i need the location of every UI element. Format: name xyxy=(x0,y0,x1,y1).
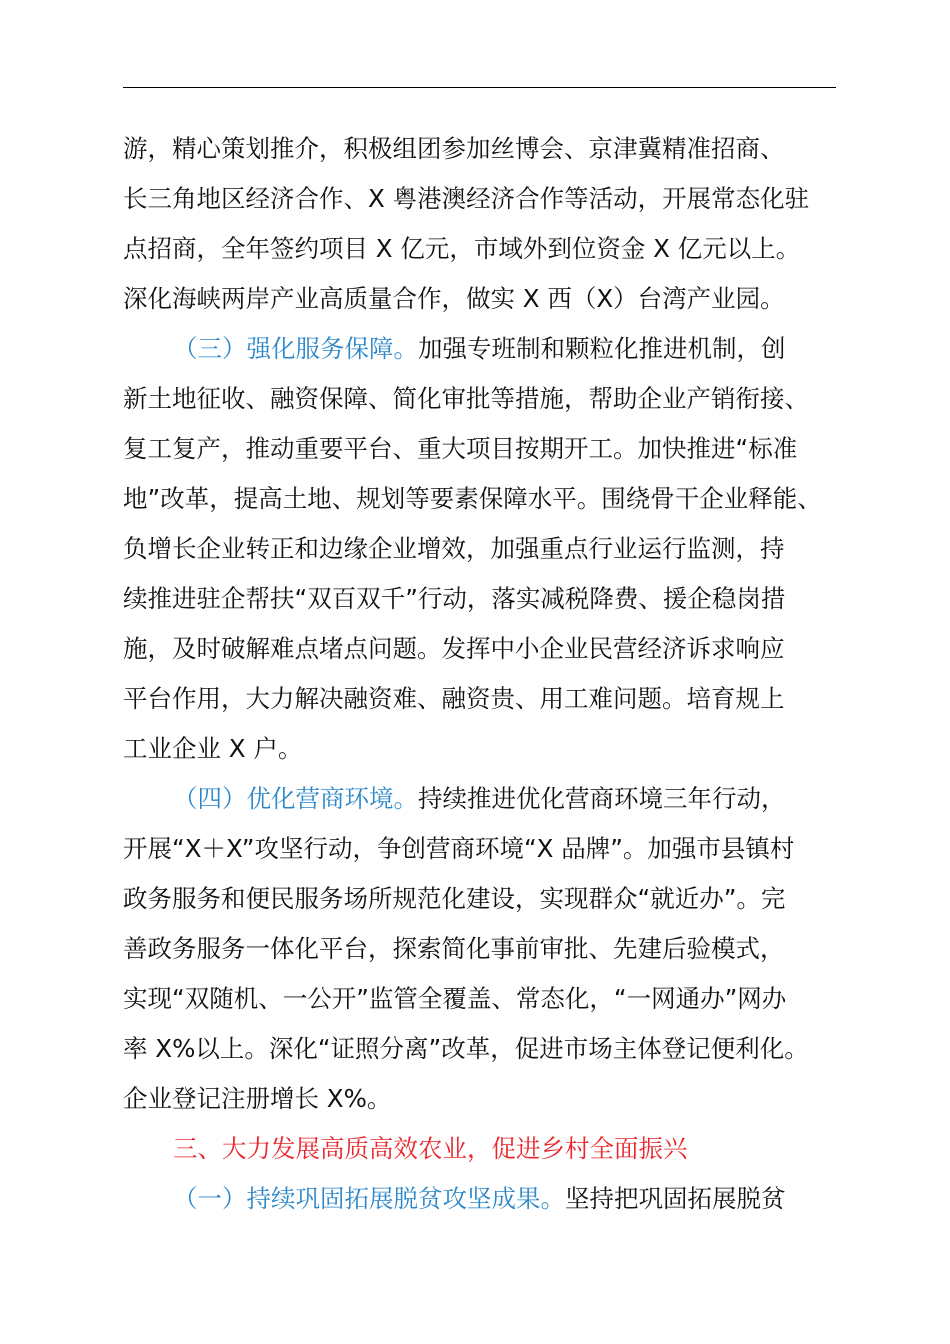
paragraph-poverty-alleviation xyxy=(123,1174,836,1224)
paragraph-first-line xyxy=(123,324,836,374)
header-rule xyxy=(123,87,836,88)
paragraph-first-line xyxy=(123,1174,836,1224)
text-line: 平台作用，大力解决融资难、融资贵、用工难问题。培育规上 xyxy=(123,684,785,713)
text-run: 持续推进优化营商环境三年行动， xyxy=(418,784,786,813)
sub-heading-business-environment: （四）优化营商环境。 xyxy=(173,784,418,813)
text-line: 施，及时破解难点堵点问题。发挥中小企业民营经济诉求响应 xyxy=(123,634,785,663)
text-line: 新土地征收、融资保障、简化审批等措施，帮助企业产销衔接、 xyxy=(123,384,809,413)
text-line: 游，精心策划推介，积极组团参加丝博会、京津冀精准招商、 xyxy=(123,134,785,163)
text-line: 开展“X＋X”攻坚行动，争创营商环境“X 品牌”。加强市县镇村 xyxy=(123,834,795,863)
paragraph-investment-continued xyxy=(123,124,836,324)
paragraph-first-line xyxy=(123,774,836,824)
document-body xyxy=(123,124,836,1224)
text-line: 长三角地区经济合作、X 粤港澳经济合作等活动，开展常态化驻 xyxy=(123,184,810,213)
sub-heading-poverty-alleviation: （一）持续巩固拓展脱贫攻坚成果。 xyxy=(173,1184,565,1213)
text-line: 深化海峡两岸产业高质量合作，做实 X 西（X）台湾产业园。 xyxy=(123,284,785,313)
text-line: 政务服务和便民服务场所规范化建设，实现群众“就近办”。完 xyxy=(123,884,786,913)
text-line: 续推进驻企帮扶“双百双千”行动，落实减税降费、援企稳岗措 xyxy=(123,584,786,613)
text-line: 点招商，全年签约项目 X 亿元，市域外到位资金 X 亿元以上。 xyxy=(123,234,801,263)
paragraph-service-guarantee xyxy=(123,324,836,774)
text-line: 地”改革，提高土地、规划等要素保障水平。围绕骨干企业释能、 xyxy=(123,484,822,513)
text-run: 坚持把巩固拓展脱贫 xyxy=(565,1184,786,1213)
text-line: 实现“双随机、一公开”监管全覆盖、常态化，“一网通办”网办 xyxy=(123,984,787,1013)
text-line: 善政务服务一体化平台，探索简化事前审批、先建后验模式， xyxy=(123,934,785,963)
text-run: 加强专班制和颗粒化推进机制，创 xyxy=(418,334,786,363)
text-line: 工业企业 X 户。 xyxy=(123,734,303,763)
text-line: 率 X%以上。深化“证照分离”改革，促进市场主体登记便利化。 xyxy=(123,1034,809,1063)
sub-heading-service-guarantee: （三）强化服务保障。 xyxy=(173,334,418,363)
text-line: 企业登记注册增长 X%。 xyxy=(123,1084,392,1113)
paragraph-business-environment xyxy=(123,774,836,1124)
text-line: 负增长企业转正和边缘企业增效，加强重点行业运行监测，持 xyxy=(123,534,785,563)
section-heading-agriculture: 三、大力发展高质高效农业，促进乡村全面振兴 xyxy=(173,1134,688,1163)
text-line: 复工复产，推动重要平台、重大项目按期开工。加快推进“标准 xyxy=(123,434,798,463)
